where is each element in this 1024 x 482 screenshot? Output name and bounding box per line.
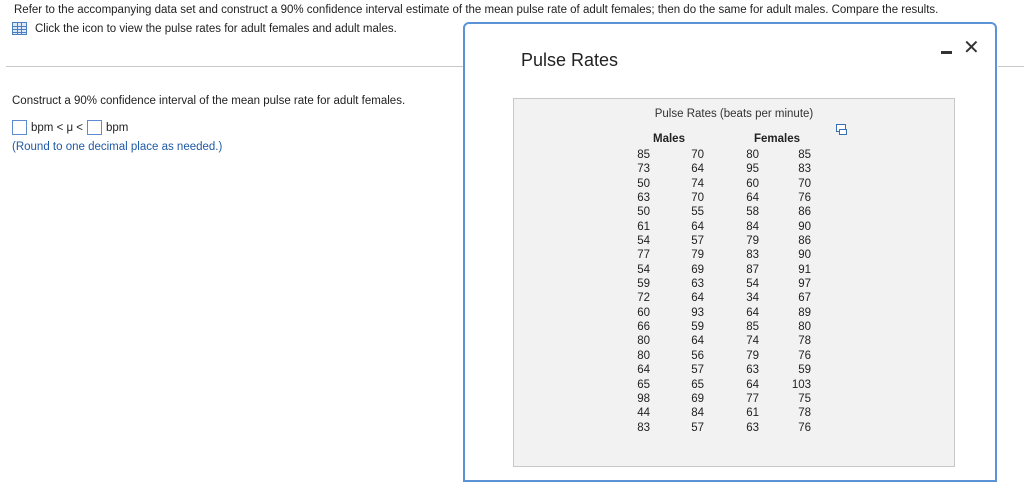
answer-row: [12, 120, 132, 135]
table-cell: 97: [798, 278, 811, 291]
table-cell: 73: [637, 163, 650, 176]
interval-unit-text: bpm: [106, 121, 129, 134]
table-cell: 78: [798, 407, 811, 420]
table-cell: 79: [746, 235, 759, 248]
females-column-1: [740, 148, 759, 435]
table-cell: 57: [691, 364, 704, 377]
table-cell: 85: [637, 149, 650, 161]
males-header: Males: [653, 133, 685, 145]
table-cell: 87: [746, 263, 759, 276]
table-cell: 74: [691, 177, 704, 190]
table-cell: 90: [798, 249, 811, 262]
interval-middle-text: bpm < μ <: [31, 121, 84, 134]
table-cell: 103: [791, 378, 811, 391]
males-column-1: [623, 148, 650, 435]
table-cell: 83: [637, 421, 650, 434]
table-cell: 65: [637, 378, 650, 391]
table-title: Pulse Rates (beats per minute): [654, 108, 814, 120]
table-cell: 54: [746, 278, 759, 291]
prompt-text: Construct a 90% confidence interval of the mean pulse rate for adult females.: [12, 95, 406, 107]
table-cell: 59: [691, 321, 704, 334]
lower-bound-input[interactable]: [12, 120, 27, 135]
rounding-hint: (Round to one decimal place as needed.): [12, 141, 223, 153]
table-cell: 64: [746, 306, 759, 319]
table-cell: 70: [691, 149, 704, 161]
table-cell: 63: [637, 192, 650, 205]
minimize-icon[interactable]: [941, 45, 953, 57]
table-cell: 67: [798, 292, 811, 305]
table-cell: 59: [637, 278, 650, 291]
table-cell: 98: [637, 392, 650, 405]
table-cell: 90: [798, 220, 811, 233]
table-cell: 74: [746, 335, 759, 348]
table-cell: 54: [637, 235, 650, 248]
table-cell: 79: [746, 349, 759, 362]
table-cell: 61: [637, 220, 650, 233]
table-cell: 93: [691, 306, 704, 319]
table-cell: 64: [746, 192, 759, 205]
data-link-text: Click the icon to view the pulse rates for adult females and adult males.: [35, 22, 397, 35]
table-cell: 76: [798, 421, 811, 434]
question-text: Refer to the accompanying data set and construct a 90% confidence interval estimate of the mean pulse rate of adult females; then do the same for adult males. Compare the results.: [14, 4, 939, 16]
table-cell: 70: [691, 192, 704, 205]
table-cell: 86: [798, 206, 811, 219]
table-cell: 64: [691, 335, 704, 348]
table-cell: 84: [691, 407, 704, 420]
table-cell: 50: [637, 206, 650, 219]
table-cell: 64: [746, 378, 759, 391]
table-cell: 60: [746, 177, 759, 190]
table-cell: 84: [746, 220, 759, 233]
table-cell: 80: [637, 335, 650, 348]
close-icon[interactable]: ✕: [963, 37, 980, 59]
table-cell: 83: [746, 249, 759, 262]
table-cell: 75: [798, 392, 811, 405]
table-cell: 64: [691, 163, 704, 176]
table-cell: 63: [746, 364, 759, 377]
females-header: Females: [754, 133, 801, 145]
pulse-rates-table: [513, 98, 955, 467]
table-cell: 50: [637, 177, 650, 190]
table-cell: 89: [798, 306, 811, 319]
data-link[interactable]: [12, 22, 397, 35]
males-column-2: [682, 148, 704, 435]
data-table-icon[interactable]: [12, 22, 27, 35]
divider: [6, 66, 464, 67]
table-cell: 85: [746, 321, 759, 334]
females-column-2: [783, 148, 811, 435]
table-cell: 72: [637, 292, 650, 305]
popup-title: Pulse Rates: [521, 50, 619, 70]
table-cell: 69: [691, 263, 704, 276]
table-cell: 80: [637, 349, 650, 362]
table-cell: 77: [637, 249, 650, 262]
table-cell: 70: [798, 177, 811, 190]
table-cell: 59: [798, 364, 811, 377]
table-cell: 76: [798, 192, 811, 205]
table-cell: 77: [746, 392, 759, 405]
table-cell: 78: [798, 335, 811, 348]
table-cell: 80: [798, 321, 811, 334]
table-cell: 80: [746, 149, 759, 161]
table-cell: 91: [798, 263, 811, 276]
table-cell: 64: [637, 364, 650, 377]
table-cell: 54: [637, 263, 650, 276]
copy-icon[interactable]: [836, 124, 846, 132]
table-cell: 60: [637, 306, 650, 319]
table-cell: 66: [637, 321, 650, 334]
table-cell: 63: [691, 278, 704, 291]
upper-bound-input[interactable]: [87, 120, 102, 135]
divider-right: [998, 66, 1024, 67]
table-cell: 34: [746, 292, 759, 305]
table-cell: 76: [798, 349, 811, 362]
table-cell: 44: [637, 407, 650, 420]
pulse-rates-popup: [463, 22, 997, 482]
table-cell: 55: [691, 206, 704, 219]
table-cell: 63: [746, 421, 759, 434]
table-cell: 95: [746, 163, 759, 176]
table-cell: 86: [798, 235, 811, 248]
table-cell: 57: [691, 235, 704, 248]
table-cell: 65: [691, 378, 704, 391]
table-cell: 69: [691, 392, 704, 405]
table-cell: 83: [798, 163, 811, 176]
table-cell: 56: [691, 349, 704, 362]
table-cell: 58: [746, 206, 759, 219]
table-cell: 85: [798, 149, 811, 161]
table-cell: 61: [746, 407, 759, 420]
table-cell: 64: [691, 292, 704, 305]
table-cell: 57: [691, 421, 704, 434]
table-cell: 64: [691, 220, 704, 233]
table-cell: 79: [691, 249, 704, 262]
